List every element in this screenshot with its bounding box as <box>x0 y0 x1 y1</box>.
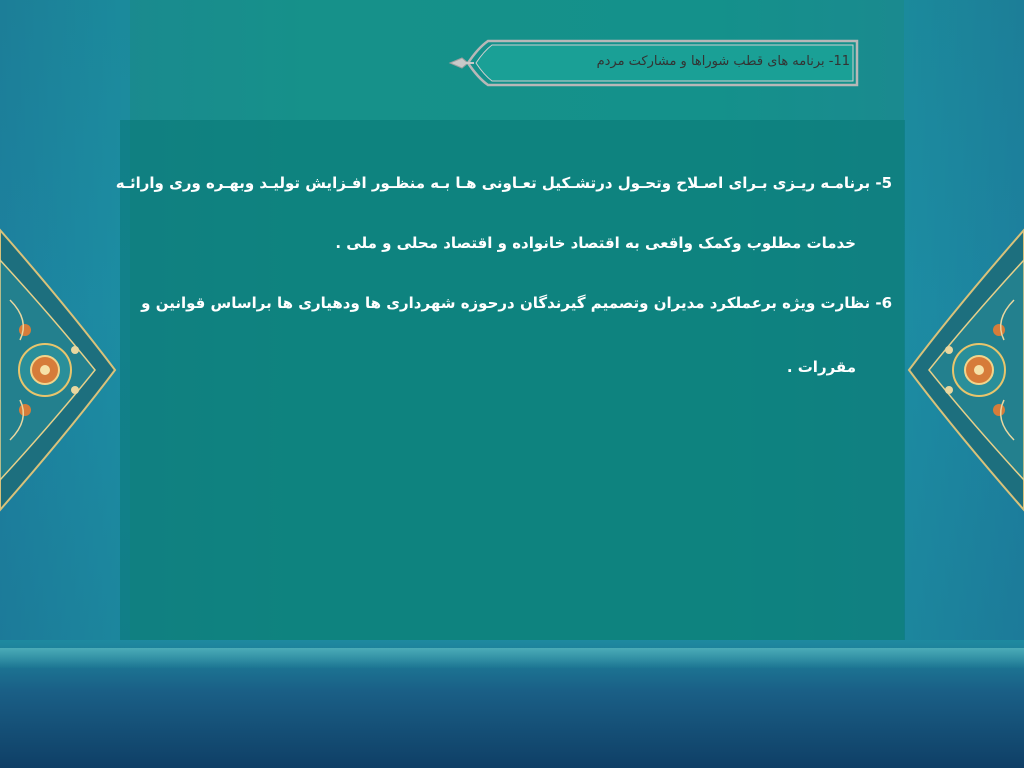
paragraph-1-line-1: 5- برنامـه ریـزی بـرای اصـلاح وتحـول درتشـکیل تعـاونی هـا بـه منظـور افـزایش تولیـد وبهـره وری وارائـه <box>115 174 892 192</box>
left-arabesque-ornament <box>0 210 120 530</box>
slide-title: 11- برنامه های قطب شوراها و مشارکت مردم <box>596 54 850 69</box>
paragraph-2-line-2: مقررات . <box>786 358 856 376</box>
center-content-panel <box>120 120 905 650</box>
right-arabesque-ornament <box>904 210 1024 530</box>
paragraph-1-line-2: خدمات مطلوب وکمک واقعی به اقتصاد خانواده و اقتصاد محلی و ملی . <box>335 234 856 252</box>
paragraph-2-line-1: 6- نظارت ویژه برعملکرد مدیران وتصمیم گیرندگان درحوزه شهرداری ها ودهیاری ها براساس قوانین و <box>141 294 892 312</box>
bottom-stripe <box>0 648 1024 668</box>
